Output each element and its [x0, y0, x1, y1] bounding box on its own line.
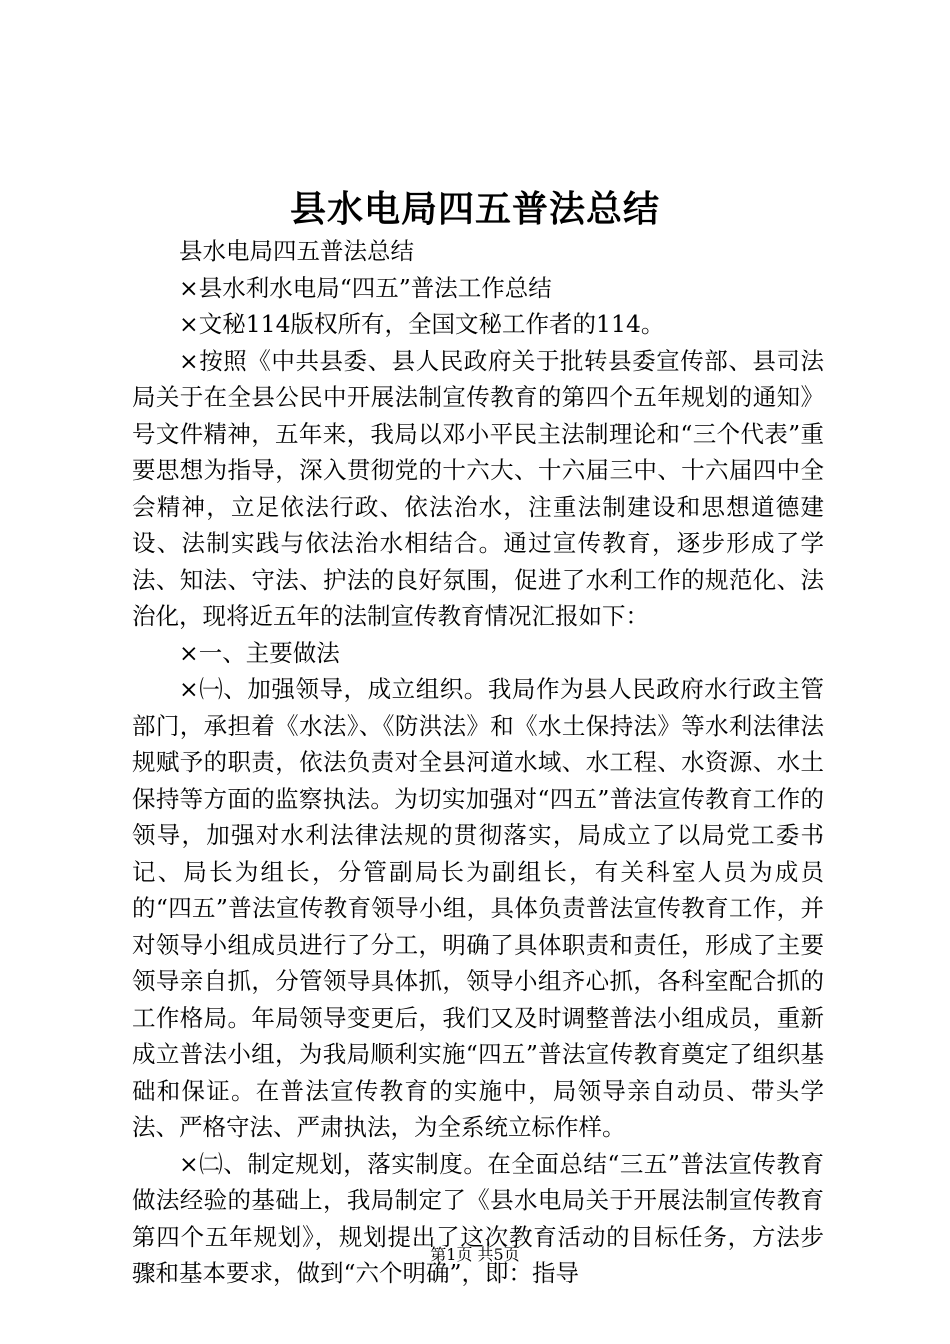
paragraph: 县水电局四五普法总结 — [179, 237, 414, 265]
paragraph: ×文秘114版权所有，全国文秘工作者的114。 — [179, 310, 665, 338]
document-body — [132, 233, 824, 1292]
page-footer: 第1页 共5页 — [430, 1245, 520, 1264]
paragraph: ×按照《中共县委、县人民政府关于批转县委宣传部、县司法局关于在全县公民中开展法制宣传教育的第四个五年规划的通知》号文件精神，五年来，我局以邓小平民主法制理论和“三个代表”重要思想为指导，深入贯彻党的十六大、十六届三中、十六届四中全会精神，立足依法行政、依法治水，注重法制建设和思想道德建设、法制实践与依法治水相结合。通过宣传教育，逐步形成了学法、知法、守法、护法的良好氛围，促进了水利工作的规范化、法治化，现将近五年的法制宣传教育情况汇报如下： — [132, 346, 824, 630]
paragraph: ×㈡、制定规划，落实制度。在全面总结“三五”普法宣传教育做法经验的基础上，我局制定了《县水电局关于开展法制宣传教育第四个五年规划》，规划提出了这次教育活动的目标任务，方法步骤和基本要求，做到“六个明确”，即：指导 — [132, 1149, 824, 1287]
paragraph: ×一、主要做法 — [179, 638, 340, 667]
paragraph: ×县水利水电局“四五”普法工作总结 — [179, 273, 552, 302]
document-title: 县水电局四五普法总结 — [289, 188, 660, 230]
paragraph: ×㈠、加强领导，成立组织。我局作为县人民政府水行政主管部门，承担着《水法》、《防洪法》和《水土保持法》等水利法律法规赋予的职责，依法负责对全县河道水域、水工程、水资源、水土保持等方面的监察执法。为切实加强对“四五”普法宣传教育工作的领导，加强对水利法律法规的贯彻落实，局成立了以局党工委书记、局长为组长，分管副局长为副组长，有关科室人员为成员的“四五”普法宣传教育领导小组，具体负责普法宣传教育工作，并对领导小组成员进行了分工，明确了具体职责和责任，形成了主要领导亲自抓，分管领导具体抓，领导小组齐心抓，各科室配合抓的工作格局。年局领导变更后，我们又及时调整普法小组成员，重新成立普法小组，为我局顺利实施“四五”普法宣传教育奠定了组织基础和保证。在普法宣传教育的实施中，局领导亲自动员、带头学法、严格守法、严肃执法，为全系统立标作样。 — [132, 675, 824, 1141]
